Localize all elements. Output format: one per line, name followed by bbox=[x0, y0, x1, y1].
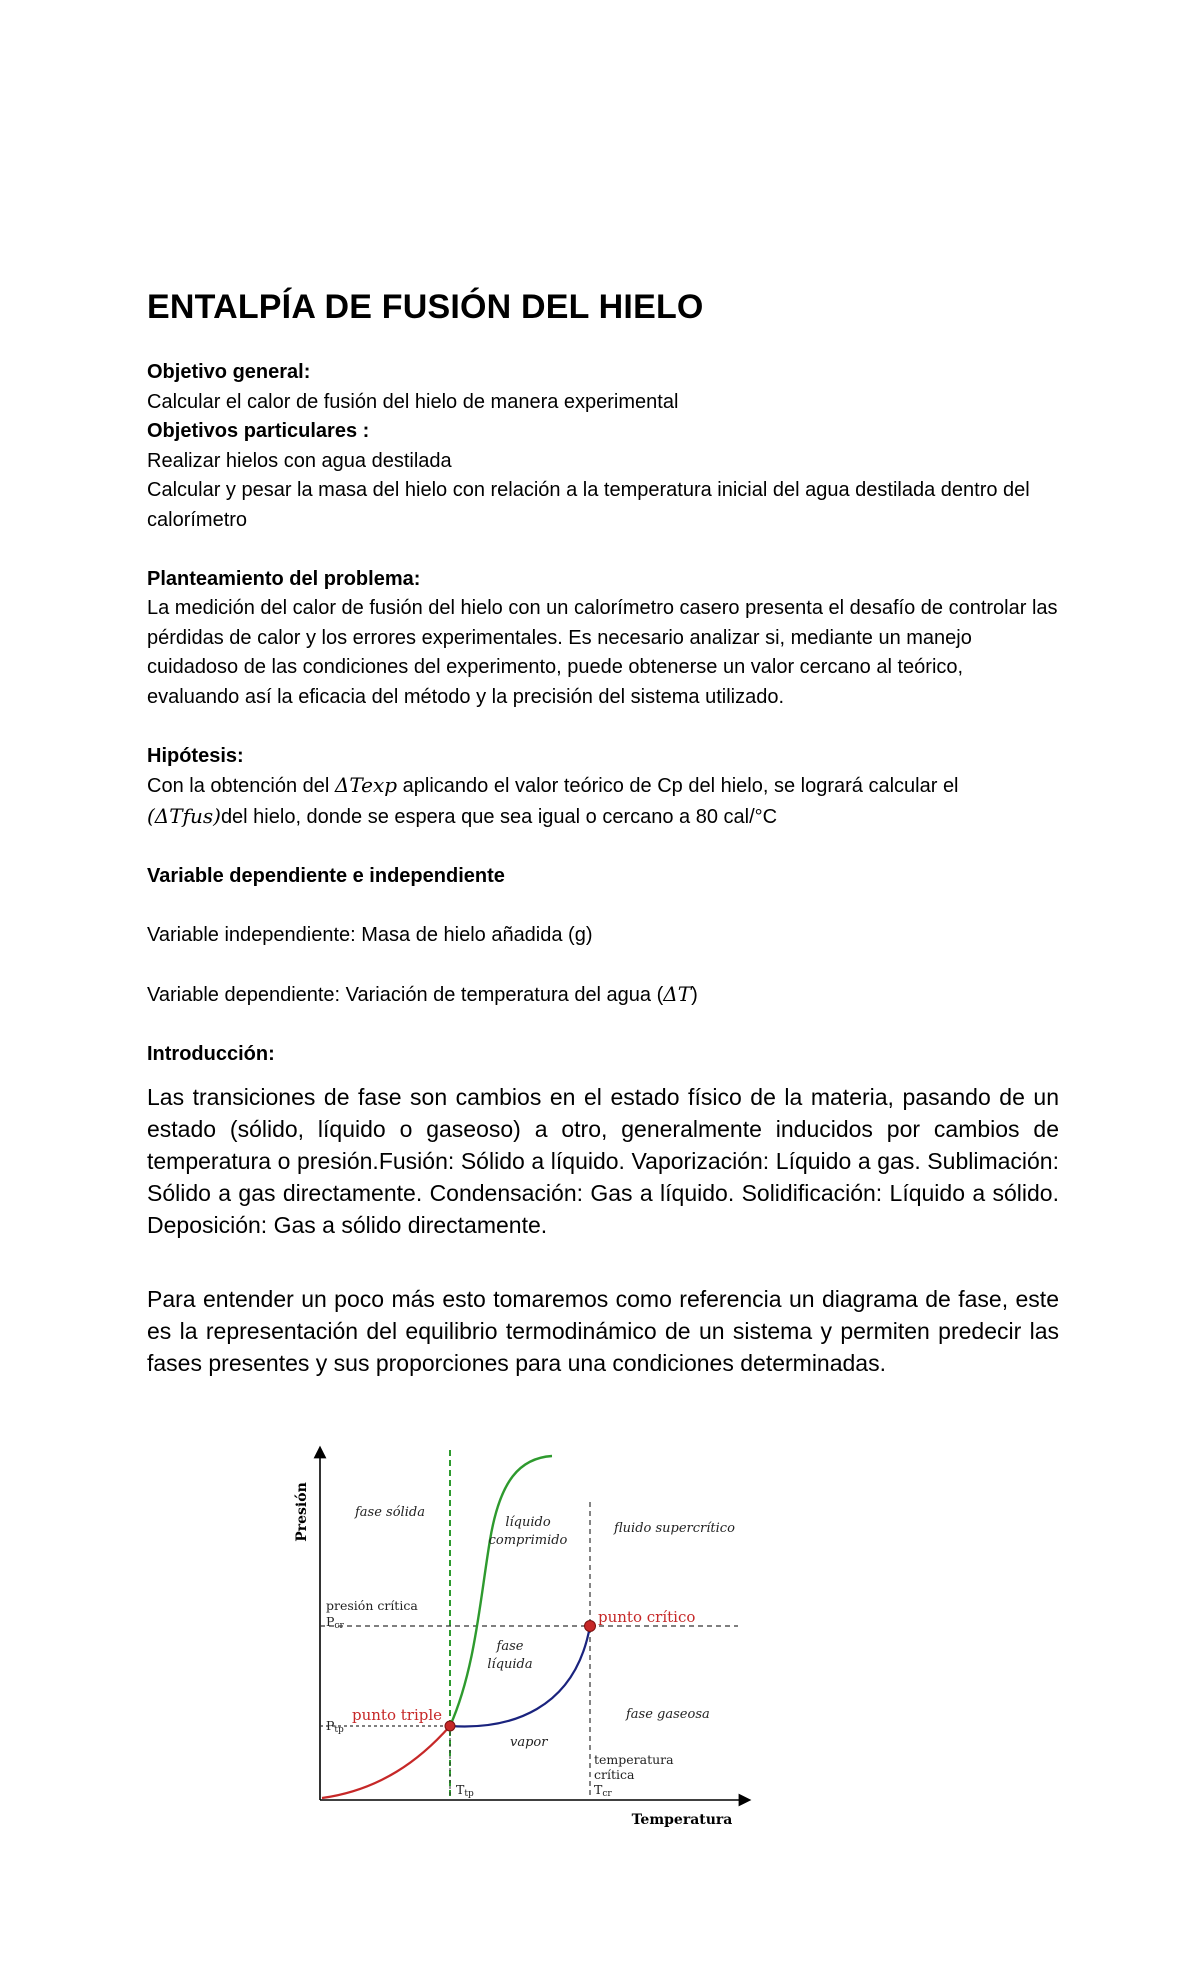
pcr-symbol: Pcr bbox=[326, 1614, 344, 1631]
objetivo-general-text: Calcular el calor de fusión del hielo de manera experimental bbox=[147, 390, 679, 413]
sublimation-curve bbox=[322, 1726, 450, 1798]
variable-independiente: Variable independiente: Masa de hielo añadida (g) bbox=[147, 923, 593, 946]
objetivo-particular-item: Calcular y pesar la masa del hielo con relación a la temperatura inicial del agua destilada dentro del calorímetro bbox=[147, 479, 1030, 531]
objetivo-general-heading: Objetivo general: bbox=[147, 361, 311, 383]
fusion-curve bbox=[450, 1456, 552, 1726]
vapor-label: vapor bbox=[510, 1735, 548, 1750]
page-title: ENTALPÍA DE FUSIÓN DEL HIELO bbox=[147, 288, 704, 326]
delta-t-exp-formula: ΔTexp bbox=[334, 773, 398, 797]
triple-point-label: punto triple bbox=[352, 1706, 443, 1724]
phase-diagram bbox=[290, 1440, 760, 1830]
pcr-label: presión crítica bbox=[326, 1598, 418, 1613]
liquid-phase-label-1: fase bbox=[496, 1639, 524, 1654]
critical-point-label: punto crítico bbox=[598, 1608, 696, 1626]
variables-heading: Variable dependiente e independiente bbox=[147, 864, 505, 887]
phase-diagram-svg bbox=[290, 1440, 760, 1830]
supercritical-label: fluido supercrítico bbox=[614, 1521, 735, 1536]
x-axis-label: Temperatura bbox=[631, 1812, 733, 1828]
variables-section bbox=[147, 862, 1059, 1011]
document-body bbox=[147, 286, 1059, 1379]
critical-point-marker bbox=[585, 1621, 596, 1632]
planteamiento-section bbox=[147, 565, 1059, 713]
objetivos-particulares-heading: Objetivos particulares : bbox=[147, 420, 370, 442]
hipotesis-text-part: aplicando el valor teórico de Cp del hielo, se logrará calcular el bbox=[397, 775, 959, 797]
variable-dependiente bbox=[147, 980, 1059, 1011]
gas-phase-label: fase gaseosa bbox=[626, 1707, 710, 1722]
hipotesis-text bbox=[147, 771, 1059, 832]
introduccion-section bbox=[147, 1040, 1059, 1070]
ttp-symbol: Ttp bbox=[456, 1782, 474, 1799]
compressed-liquid-label-2: comprimido bbox=[488, 1533, 568, 1548]
introduccion-paragraph-1: Las transiciones de fase son cambios en el estado físico de la materia, pasando de un estado (sólido, líquido o gaseoso) a otro, generalmente inducidos por cambios de temperatura o presión.Fusión: Sólido a líquido. Vaporización: Líquido a gas. Sublimación: Sólido a gas directamente. Condensación: Gas a líquido. Solidificación: Líquido a sólido. Deposición: Gas a sólido directamente. bbox=[147, 1084, 1059, 1238]
solid-phase-label: fase sólida bbox=[355, 1505, 425, 1520]
hipotesis-text-part: Con la obtención del bbox=[147, 775, 335, 797]
variable-dependiente-text: Variable dependiente: Variación de temperatura del agua ( bbox=[147, 983, 664, 1006]
hipotesis-text-part: del hielo, donde se espera que sea igual o cercano a 80 cal/°C bbox=[220, 805, 778, 828]
planteamiento-heading: Planteamiento del problema: bbox=[147, 567, 421, 590]
hipotesis-heading: Hipótesis: bbox=[147, 744, 244, 767]
introduccion-heading: Introducción: bbox=[147, 1042, 275, 1065]
delta-t-formula: ΔT bbox=[663, 981, 692, 1006]
objetivo-particular-item: Realizar hielos con agua destilada bbox=[147, 449, 452, 472]
tcr-label-1: temperatura bbox=[594, 1752, 674, 1767]
triple-point-marker bbox=[445, 1721, 455, 1731]
compressed-liquid-label-1: líquido bbox=[505, 1515, 551, 1530]
tcr-symbol: Tcr bbox=[594, 1782, 612, 1799]
planteamiento-text: La medición del calor de fusión del hielo con un calorímetro casero presenta el desafío de controlar las pérdidas de calor y los errores experimentales. Es necesario analizar si, mediante un manejo cuidadoso de las condiciones del experimento, puede obtenerse un valor cercano al teórico, evaluando así la eficacia del método y la precisión del sistema utilizado. bbox=[147, 597, 1058, 708]
tcr-label-2: crítica bbox=[594, 1767, 635, 1782]
ptp-symbol: Ptp bbox=[326, 1718, 344, 1735]
variable-dependiente-text: ) bbox=[691, 983, 698, 1006]
objetivo-general-section bbox=[147, 358, 1059, 535]
introduccion-paragraph-2: Para entender un poco más esto tomaremos como referencia un diagrama de fase, este es la representación del equilibrio termodinámico de un sistema y permiten predecir las fases presentes y sus proporciones para una condiciones determinadas. bbox=[147, 1286, 1059, 1376]
hipotesis-section bbox=[147, 742, 1059, 833]
delta-t-fus-formula: (ΔTfus) bbox=[147, 803, 221, 828]
liquid-phase-label-2: líquida bbox=[487, 1657, 533, 1672]
y-axis-label: Presión bbox=[294, 1482, 310, 1542]
